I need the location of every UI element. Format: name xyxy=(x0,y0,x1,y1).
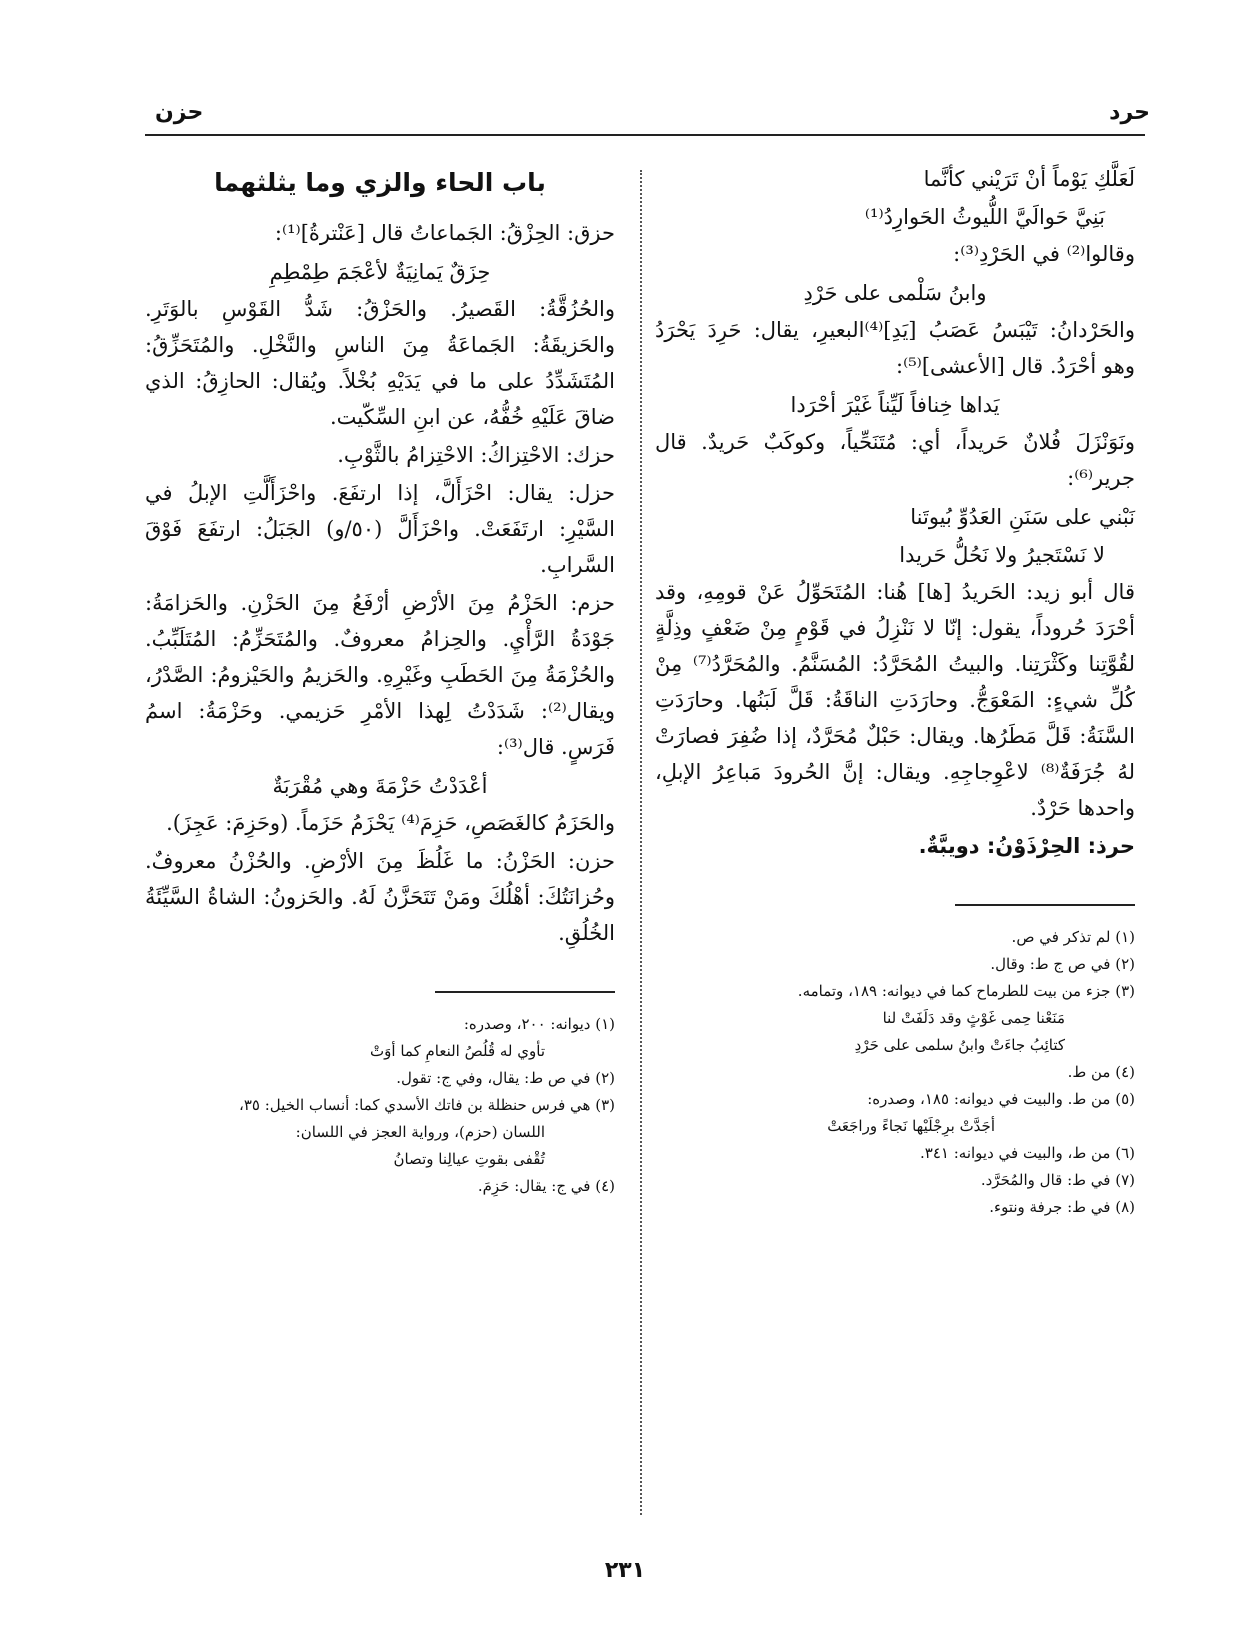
verse-line: يَداها خِنافاً لَيِّناً غَيْرَ أحْرَدا xyxy=(790,393,1000,417)
verse-line: لا نَسْتَجيرُ ولا نَحُلُّ حَريدا xyxy=(899,543,1105,567)
running-head-right: حرد xyxy=(1109,100,1150,125)
verse-line: أعْدَدْتُ حَزْمَةَ وهي مُقْرَبَةٌ xyxy=(272,774,488,798)
entry-paragraph: قال أبو زيد: الحَريدُ [ها] هُنا: المُتَحَوِّلُ عَنْ قومِهِ، وقد أحْرَدَ حُروداً، يقول: إنّا لا نَنْزِلُ في قَوْمٍ مِنْ ضَعْفٍ وذِلَّةٍ لقُوَّتِنا وكَثْرَتِنا. والبيتُ المُحَرَّدُ: المُسَنَّمُ. والمُحَرَّدُ⁽⁷⁾ مِنْ كُلِّ شيءٍ: المَعْوَجُّ. وحارَدَتِ الناقَةُ: قَلَّ لَبَنُها. وحارَدَتِ السَّنَةُ: قَلَّ مَطَرُها. ويقال: حَبْلٌ مُحَرَّدٌ، إذا ضُفِرَ فصارَتْ لهُ جُرَفَةٌ⁽⁸⁾ لاعْوِجاجِهِ. ويقال: إنَّ الحُرودَ مَباعِرُ الإبلِ، واحدها حَرْدٌ. xyxy=(655,580,1136,820)
entry-paragraph: والحَزَمُ كالغَصَصِ، حَزِمَ⁽⁴⁾ يَحْزَمُ حَزَماً. (وحَزِمَ: عَجِزَ). xyxy=(166,811,615,835)
page-number: ٢٣١ xyxy=(604,1558,646,1583)
footnote-verse: مَنَعْنا حِمى غَوْثٍ وقد دَلَفَتْ لنا xyxy=(882,1009,1065,1027)
footnote-rule xyxy=(435,991,615,993)
entry-paragraph: ونَوَنْزَلَ فُلانٌ حَريداً، أي: مُتَنَحِّياً، وكوكَبٌ حَريدٌ. قال جرير⁽⁶⁾: xyxy=(655,430,1135,490)
entry-heading-hrdh: حرذ: الحِرْذَوْنُ: دويبَّةٌ. xyxy=(918,834,1135,858)
verse-line: بَنِيَّ حَوالَيَّ اللُّيوثُ الحَوارِدُ⁽¹⁾ xyxy=(864,205,1105,229)
footnote: (٥) من ط. والبيت في ديوانه: ١٨٥، وصدره: xyxy=(867,1090,1135,1108)
footnote-rule xyxy=(955,904,1135,906)
footnote: (٢) في ص ط: يقال، وفي ج: تقول. xyxy=(396,1069,615,1087)
footnote-verse: تُقْفى بقوتِ عيالِنا وتصانُ xyxy=(393,1150,545,1168)
verse-line: وابنُ سَلْمى على حَرْدِ xyxy=(803,281,987,305)
verse-line: حِزَقٌ يَمانِيَةٌ لأعْجَمَ طِمْطِمِ xyxy=(269,260,491,284)
footnote: (٧) في ط: قال والمُحَرَّد. xyxy=(980,1171,1135,1189)
verse-line: لَعَلَّكِ يَوْماً أنْ تَرَيْني كأنَّما xyxy=(923,167,1135,191)
running-head-left: حزن xyxy=(155,100,204,125)
entry-paragraph: حزق: الحِزْقُ: الجَماعاتُ قال [عَنْترةُ]⁽¹⁾: xyxy=(274,221,615,245)
entry-paragraph: والحُزُقَّةُ: القَصيرُ. والحَزْقُ: شَدُّ القَوْسِ بالوَتَرِ. والحَزيقَةُ: الجَماعَةُ مِنَ الناسِ والنَّخْلِ. والمُتَحَزِّقُ: المُتَشَدِّدُ على ما في يَدَيْهِ بُخْلاً. ويُقال: الحازِقُ: الذي ضاقَ عَلَيْهِ خُفُّهُ، عن ابنِ السِّكّيت. xyxy=(145,297,615,429)
footnote: (٨) في ط: جرفة ونتوء. xyxy=(989,1198,1135,1216)
footnote: (٦) من ط، والبيت في ديوانه: ٣٤١. xyxy=(920,1144,1135,1162)
entry-paragraph: والحَرْدانُ: تَيْبَسُ عَصَبُ [يَدِ]⁽⁴⁾البعيرِ، يقال: حَرِدَ يَحْرَدُ وهو أحْرَدُ. قال [الأعشى]⁽⁵⁾: xyxy=(655,318,1136,378)
column-divider xyxy=(640,170,642,1515)
footnote: (٣) جزء من بيت للطرماح كما في ديوانه: ١٨٩، وتمامه. xyxy=(797,982,1135,1000)
footnote: (٢) في ص ج ط: وقال. xyxy=(990,955,1135,973)
footnote: اللسان (حزم)، ورواية العجز في اللسان: xyxy=(295,1123,545,1141)
header-rule xyxy=(145,134,1145,136)
footnote: (٣) هي فرس حنظلة بن فاتك الأسدي كما: أنساب الخيل: ٣٥، xyxy=(239,1096,615,1114)
footnote: (١) لم تذكر في ص. xyxy=(1011,928,1135,946)
entry-paragraph: حزك: الاحْتِزاكُ: الاحْتِزامُ بالثَّوْبِ. xyxy=(337,443,615,467)
footnote-verse: أجَدَّتْ برِجْلَيْها نَجاءً وراجَعَتْ xyxy=(827,1117,995,1135)
entry-paragraph: وقالوا⁽²⁾ في الحَرْدِ⁽³⁾: xyxy=(953,242,1135,266)
entry-paragraph: حزم: الحَزْمُ مِنَ الأرْضِ أرْفَعُ مِنَ الحَزْنِ. والحَزامَةُ: جَوْدَةُ الرَّأْيِ. والحِزامُ معروفٌ. والمُتَحَزِّمُ: المُتَلَبِّبُ. والحُزْمَةُ مِنَ الحَطَبِ وغَيْرِهِ. والحَزيمُ والحَيْزومُ: الصَّدْرُ، ويقال⁽²⁾: شَدَدْتُ لِهذا الأمْرِ حَزيمي. وحَزْمَةُ: اسمُ فَرَسٍ. قال⁽³⁾: xyxy=(145,591,615,759)
footnote: (٤) من ط. xyxy=(1067,1063,1135,1081)
footnote-verse: كتائِبُ جاءَتْ وابنُ سلمى على حَرْدِ xyxy=(854,1036,1065,1054)
entry-paragraph: حزل: يقال: احْزَأَلَّ، إذا ارتفَعَ. واحْزَأَلَّتِ الإبلُ في السَّيْرِ: ارتَفَعَتْ. واحْزَأَلَّ (٥٠/و) الجَبَلُ: ارتفَعَ فَوْقَ السَّرابِ. xyxy=(145,481,615,577)
chapter-title: باب الحاء والزي وما يثلثهما xyxy=(214,168,546,197)
entry-paragraph: حزن: الحَزْنُ: ما غَلُظَ مِنَ الأرْضِ. والحُزْنُ معروفٌ. وحُزانَتُكَ: أهْلُكَ ومَنْ تَتَحَزَّنُ لَهُ. والحَزونُ: الشاةُ السَّيِّئَةُ الخُلُقِ. xyxy=(145,849,615,945)
footnote: (١) ديوانه: ٢٠٠، وصدره: xyxy=(463,1015,615,1033)
right-column xyxy=(655,160,1135,1221)
left-column xyxy=(145,160,615,1200)
verse-line: نَبْني على سَنَنِ العَدُوِّ بُيوتَنا xyxy=(910,505,1135,529)
footnote: (٤) في ج: يقال: حَزِمَ. xyxy=(477,1177,615,1195)
footnote-verse: تأوي له قُلُصُ النعامِ كما أوَتْ xyxy=(370,1042,545,1060)
